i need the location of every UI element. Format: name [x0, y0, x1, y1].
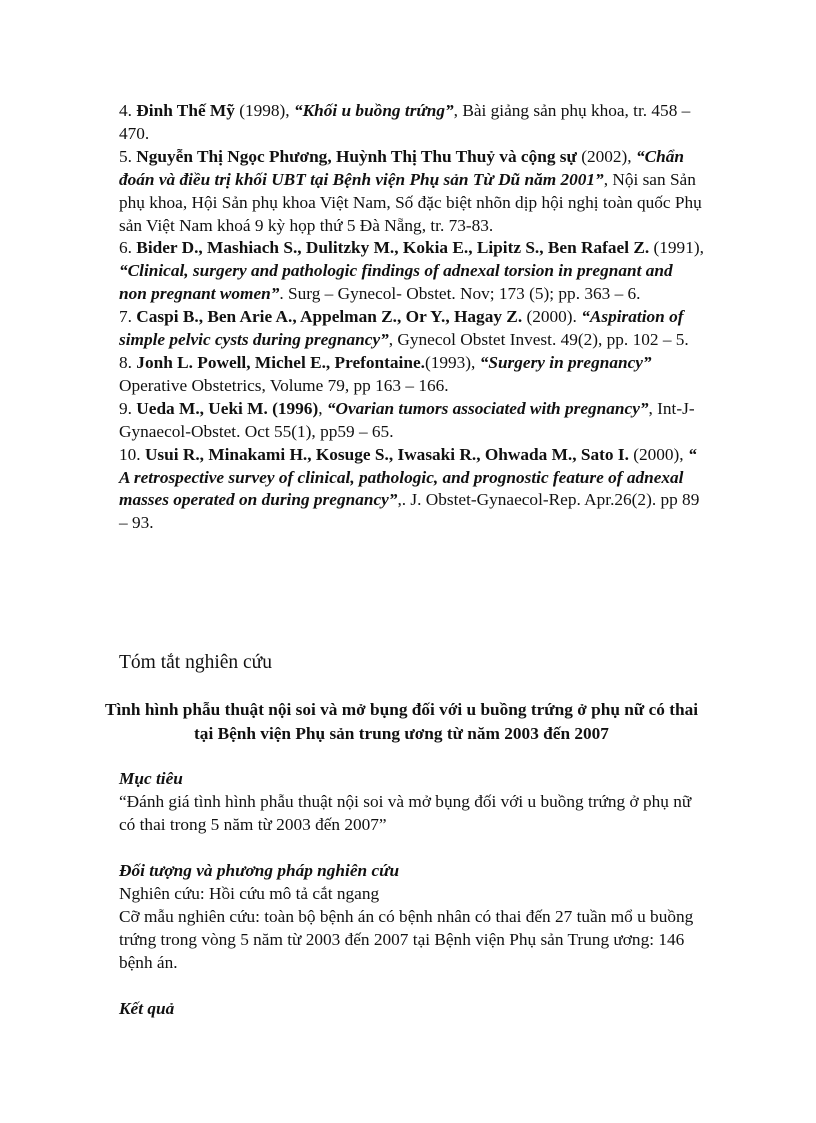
reference-item: [119, 398, 704, 444]
methods-design: Nghiên cứu: Hồi cứu mô tả cắt ngang: [119, 884, 380, 903]
reference-number: 5.: [119, 146, 132, 166]
reference-number: 9.: [119, 398, 132, 418]
reference-year: ,: [318, 398, 323, 418]
reference-source: Operative Obstetrics, Volume 79, pp 163 – 166.: [119, 375, 449, 395]
reference-title: “Ovarian tumors associated with pregnancy”: [326, 398, 649, 418]
reference-number: 10.: [119, 444, 141, 464]
results-heading: Kết quả: [119, 999, 175, 1018]
reference-number: 8.: [119, 352, 132, 372]
reference-item: [119, 237, 704, 306]
reference-title: “Surgery in pregnancy”: [479, 352, 652, 372]
reference-year: (1991),: [653, 238, 704, 258]
reference-title: “ A retrospective survey of clinical, pathologic, and prognostic feature of adnexal masses operated on during pregnancy”: [119, 444, 697, 510]
reference-item: [119, 444, 704, 536]
document-page: [104, 100, 704, 1018]
reference-authors: Usui R., Minakami H., Kosuge S., Iwasaki R., Ohwada M., Sato I.: [144, 444, 629, 464]
reference-year: (2000).: [526, 307, 577, 327]
objective-heading: Mục tiêu: [119, 769, 183, 788]
reference-authors: Nguyễn Thị Ngọc Phương, Huỳnh Thị Thu Thuỷ và cộng sự: [136, 146, 577, 166]
reference-title: “Khối u buồng trứng”: [293, 101, 454, 120]
reference-source: , Int-J- Gynaecol-Obstet. Oct 55(1), pp59 – 65.: [119, 398, 695, 441]
reference-source: , Bài giảng sản phụ khoa, tr. 458 – 470.: [119, 101, 691, 143]
reference-item: [119, 100, 704, 146]
objective-text: “Đánh giá tình hình phẫu thuật nội soi và mở bụng đối với u buồng trứng ở phụ nữ có thai trong 5 năm từ 2003 đến 2007”: [119, 792, 692, 834]
reference-title: “Clinical, surgery and pathologic findings of adnexal torsion in pregnant and non pregnant women”: [119, 261, 673, 304]
reference-authors: Ueda M., Ueki M. (1996): [136, 398, 319, 418]
reference-source: , Gynecol Obstet Invest. 49(2), pp. 102 – 5.: [388, 330, 689, 350]
reference-item: [119, 146, 704, 238]
reference-number: 4.: [119, 101, 132, 120]
reference-year: (2002),: [581, 146, 632, 166]
reference-item: [119, 352, 704, 398]
reference-source: , Nội san Sản phụ khoa, Hội Sản phụ khoa Việt Nam, Số đặc biệt nhõn dịp hội nghị toàn quốc Phụ sản Việt Nam khoá 9 kỳ họp thứ 5 Đà Nẵng, tr. 73-83.: [119, 169, 702, 235]
reference-authors: Đinh Thế Mỹ: [136, 101, 235, 120]
reference-source: ,. J. Obstet-Gynaecol-Rep. Apr.26(2). pp 89 – 93.: [119, 490, 700, 533]
summary-heading: Tóm tắt nghiên cứu: [119, 652, 272, 673]
reference-source: . Surg – Gynecol- Obstet. Nov; 173 (5); pp. 363 – 6.: [279, 284, 641, 304]
reference-title: “Aspiration of simple pelvic cysts during pregnancy”: [119, 307, 684, 350]
methods-heading: Đối tượng và phương pháp nghiên cứu: [119, 861, 400, 880]
reference-year: (1993),: [424, 352, 476, 372]
reference-authors: Bider D., Mashiach S., Dulitzky M., Kokia E., Lipitz S., Ben Rafael Z.: [136, 238, 650, 258]
reference-list: [119, 100, 704, 535]
reference-authors: Jonh L. Powell, Michel E., Prefontaine.: [136, 352, 425, 372]
reference-year: (1998),: [239, 101, 290, 120]
reference-year: (2000),: [633, 444, 684, 464]
reference-authors: Caspi B., Ben Arie A., Appelman Z., Or Y., Hagay Z.: [136, 307, 523, 327]
reference-item: [119, 306, 704, 352]
study-title: Tình hình phẫu thuật nội soi và mở bụng đối với u buồng trứng ở phụ nữ có thai tại Bệnh viện Phụ sản trung ương từ năm 2003 đến 2007: [104, 700, 699, 743]
reference-title: “Chẩn đoán và điều trị khối UBT tại Bệnh viện Phụ sản Từ Dũ năm 2001”: [119, 146, 684, 189]
reference-number: 7.: [119, 307, 132, 327]
reference-number: 6.: [119, 238, 132, 258]
methods-sample: Cỡ mẫu nghiên cứu: toàn bộ bệnh án có bệnh nhân có thai đến 27 tuần mổ u buồng trứng trong vòng 5 năm từ 2003 đến 2007 tại Bệnh viện Phụ sản Trung ương: 146 bệnh án.: [119, 907, 694, 972]
